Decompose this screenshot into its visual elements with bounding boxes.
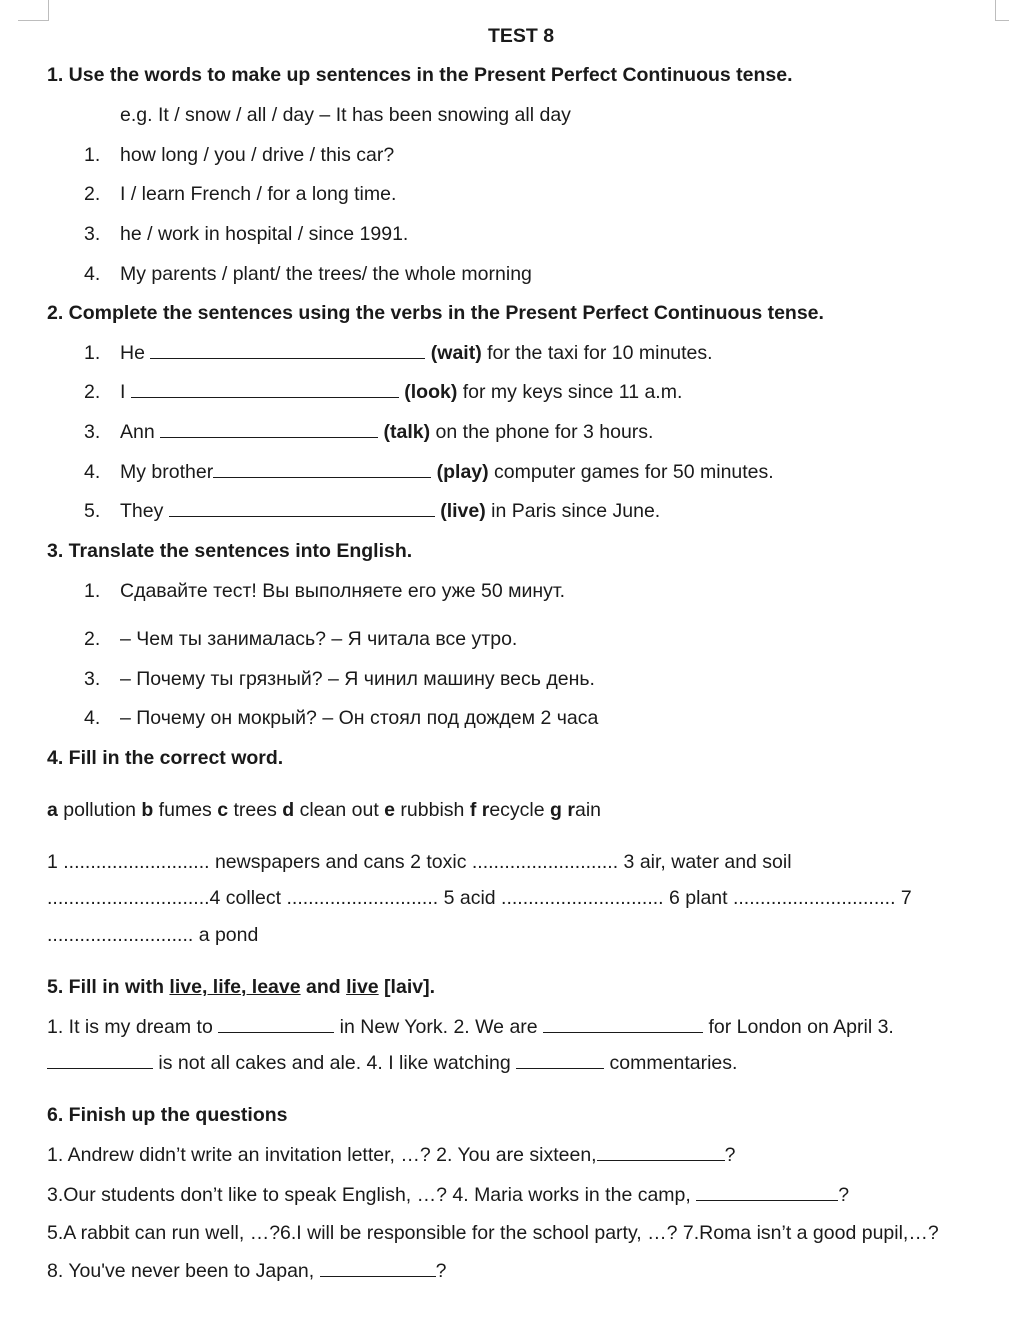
word-letter: c — [217, 799, 229, 821]
section-4-heading: 4. Fill in the correct word. — [47, 747, 284, 769]
item-subject: I — [120, 381, 131, 403]
item-subject: They — [120, 500, 169, 522]
section-2-heading: 2. Complete the sentences using the verbs in the Present Perfect Continuous tense. — [47, 302, 824, 324]
answer-blank[interactable] — [169, 501, 435, 517]
section-2-item — [84, 341, 713, 365]
word-letter: e — [384, 799, 396, 821]
section-4-line-2: ..............................4 collect ............................ 5 acid .............................. 6 plant .............................. 7 — [47, 887, 912, 909]
item-verb: (talk) — [383, 421, 431, 443]
answer-blank[interactable] — [516, 1053, 604, 1069]
line-text: 1. Andrew didn’t write an invitation letter, …? 2. You are sixteen, — [47, 1144, 597, 1166]
item-number: 3. — [84, 223, 101, 245]
page-corner-mark-left — [18, 0, 49, 21]
section-1-item — [84, 143, 394, 167]
item-number: 5. — [84, 500, 101, 522]
item-text: Сдавайте тест! Вы выполняете его уже 50 минут. — [120, 580, 566, 602]
line-text: 8. You've never been to Japan, — [47, 1260, 320, 1282]
item-rest: computer games for 50 minutes. — [488, 461, 774, 483]
word-letter: g — [550, 799, 562, 821]
word-letter: a — [47, 799, 58, 821]
line-text: is not all cakes and ale. 4. I like watching — [153, 1052, 517, 1074]
section-4-line-1: 1 ........................... newspapers and cans 2 toxic ........................... 3 air, water and soil — [47, 851, 792, 873]
item-text: how long / you / drive / this car? — [120, 144, 395, 166]
item-text: My parents / plant/ the trees/ the whole morning — [120, 263, 532, 285]
item-subject: Ann — [120, 421, 161, 443]
item-verb: (wait) — [430, 342, 482, 364]
line-text: ? — [435, 1260, 447, 1282]
answer-blank[interactable] — [160, 422, 378, 438]
section-3-heading: 3. Translate the sentences into English. — [47, 540, 413, 562]
section-2-item — [84, 380, 682, 404]
page-corner-mark-right — [995, 0, 1009, 21]
section-5-line-1 — [47, 1015, 894, 1039]
answer-blank[interactable] — [47, 1053, 153, 1069]
section-6-line-1 — [47, 1143, 735, 1167]
item-number: 1. — [84, 144, 101, 166]
line-text: ? — [724, 1144, 736, 1166]
section-6-heading: 6. Finish up the questions — [47, 1104, 288, 1126]
page-title: TEST 8 — [488, 25, 555, 47]
line-text: for London on April 3. — [703, 1016, 894, 1038]
heading-text: [laiv]. — [378, 976, 435, 998]
section-3-item — [84, 579, 565, 603]
heading-text: and — [300, 976, 347, 998]
section-5-line-2 — [47, 1051, 737, 1075]
word-letter: b — [141, 799, 154, 821]
item-rest: for my keys since 11 a.m. — [457, 381, 683, 403]
answer-blank[interactable] — [131, 382, 399, 398]
item-number: 1. — [84, 580, 101, 602]
line-text: 1. It is my dream to — [47, 1016, 219, 1038]
section-3-item — [84, 627, 517, 651]
item-number: 4. — [84, 263, 101, 285]
line-text: ? — [838, 1184, 850, 1206]
word-text: clean out — [294, 799, 385, 821]
word-text-bold-part: r — [476, 799, 490, 821]
heading-text: 5. Fill in with — [47, 976, 170, 998]
item-text: – Чем ты занималась? – Я читала все утро. — [120, 628, 518, 650]
section-6-line-3: 5.A rabbit can run well, …?6.I will be responsible for the school party, …? 7.Roma isn’t a good pupil,…? — [47, 1222, 939, 1244]
item-rest: for the taxi for 10 minutes. — [481, 342, 713, 364]
section-1-item — [84, 262, 532, 286]
section-2-item — [84, 420, 653, 444]
word-text-bold-part: r — [561, 799, 575, 821]
section-3-item — [84, 706, 598, 730]
word-text: ecycle — [489, 799, 551, 821]
item-text: I / learn French / for a long time. — [120, 183, 397, 205]
section-1-item — [84, 222, 408, 246]
line-text: in New York. 2. We are — [334, 1016, 544, 1038]
answer-blank[interactable] — [150, 343, 425, 359]
word-letter: f — [469, 799, 477, 821]
item-verb: (look) — [404, 381, 458, 403]
item-number: 2. — [84, 628, 101, 650]
item-text: – Почему ты грязный? – Я чинил машину весь день. — [120, 668, 595, 690]
item-number: 4. — [84, 707, 101, 729]
answer-blank[interactable] — [218, 1017, 334, 1033]
answer-blank[interactable] — [597, 1145, 725, 1161]
word-text: fumes — [153, 799, 218, 821]
word-text: ain — [574, 799, 601, 821]
line-text: 3.Our students don’t like to speak English, …? 4. Maria works in the camp, — [47, 1184, 697, 1206]
section-2-item — [84, 460, 774, 484]
item-number: 2. — [84, 381, 101, 403]
section-6-line-4 — [47, 1259, 446, 1283]
answer-blank[interactable] — [320, 1261, 436, 1277]
section-3-item — [84, 667, 595, 691]
section-6-line-2 — [47, 1183, 849, 1207]
item-text: – Почему он мокрый? – Он стоял под дождем 2 часа — [120, 707, 599, 729]
word-letter: d — [282, 799, 295, 821]
section-1-example: e.g. It / snow / all / day – It has been snowing all day — [120, 104, 571, 126]
item-number: 2. — [84, 183, 101, 205]
item-number: 4. — [84, 461, 101, 483]
section-2-item — [84, 499, 660, 523]
heading-underlined-word: live — [346, 976, 379, 998]
answer-blank[interactable] — [543, 1017, 703, 1033]
item-number: 3. — [84, 668, 101, 690]
word-text: rubbish — [395, 799, 470, 821]
item-verb: (play) — [436, 461, 489, 483]
item-rest: in Paris since June. — [485, 500, 661, 522]
item-text: he / work in hospital / since 1991. — [120, 223, 409, 245]
item-number: 3. — [84, 421, 101, 443]
item-rest: on the phone for 3 hours. — [430, 421, 654, 443]
section-1-item — [84, 182, 396, 206]
word-text: trees — [228, 799, 283, 821]
answer-blank[interactable] — [213, 462, 431, 478]
heading-underlined-words: live, life, leave — [169, 976, 301, 998]
item-subject: My brother — [120, 461, 214, 483]
section-5-heading — [47, 975, 435, 999]
answer-blank[interactable] — [696, 1185, 838, 1201]
section-4-line-3: ........................... a pond — [47, 924, 259, 946]
item-verb: (live) — [440, 500, 486, 522]
word-text: pollution — [57, 799, 142, 821]
item-number: 1. — [84, 342, 101, 364]
word-bank — [47, 798, 601, 822]
section-1-heading: 1. Use the words to make up sentences in the Present Perfect Continuous tense. — [47, 64, 793, 86]
line-text: commentaries. — [604, 1052, 738, 1074]
item-subject: He — [120, 342, 151, 364]
